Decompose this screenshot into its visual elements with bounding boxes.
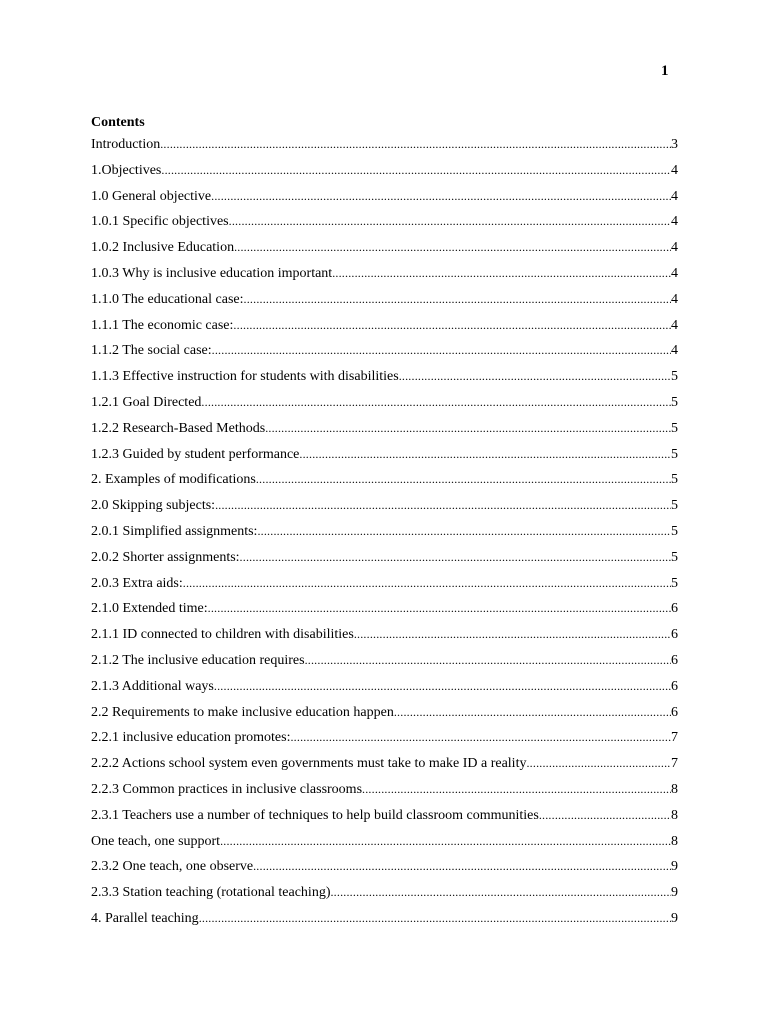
table-of-contents — [91, 134, 678, 934]
toc-entry-page: 7 — [671, 756, 678, 772]
toc-entry[interactable] — [91, 211, 678, 237]
toc-dot-leader — [539, 805, 671, 825]
toc-entry-page: 6 — [671, 601, 678, 617]
toc-dot-leader — [211, 186, 671, 206]
toc-entry[interactable] — [91, 160, 678, 186]
toc-entry[interactable] — [91, 598, 678, 624]
toc-entry[interactable] — [91, 134, 678, 160]
toc-entry[interactable] — [91, 392, 678, 418]
toc-entry-page: 9 — [671, 859, 678, 875]
toc-entry-page: 6 — [671, 652, 678, 668]
toc-entry-page: 4 — [671, 240, 678, 256]
toc-entry-title: 1.2.3 Guided by student performance — [91, 446, 300, 462]
toc-entry-page: 4 — [671, 188, 678, 204]
toc-entry[interactable] — [91, 547, 678, 573]
toc-entry[interactable] — [91, 624, 678, 650]
toc-entry-page: 4 — [671, 343, 678, 359]
toc-entry-title: 1.0.3 Why is inclusive education important — [91, 265, 333, 281]
toc-entry-title: 2.0 Skipping subjects: — [91, 498, 216, 514]
toc-entry[interactable] — [91, 908, 678, 934]
toc-entry-title: 1.1.1 The economic case: — [91, 317, 234, 333]
toc-dot-leader — [215, 495, 671, 515]
toc-entry[interactable] — [91, 521, 678, 547]
toc-dot-leader — [234, 237, 671, 257]
toc-dot-leader — [201, 392, 671, 412]
toc-entry-title: 1.1.2 The social case: — [91, 343, 212, 359]
toc-entry-page: 5 — [671, 523, 678, 539]
toc-dot-leader — [257, 521, 671, 541]
toc-entry-title: 2.2.3 Common practices in inclusive classrooms — [91, 781, 363, 797]
toc-entry-title: 2.3.3 Station teaching (rotational teaching) — [91, 885, 331, 901]
toc-entry-page: 4 — [671, 162, 678, 178]
toc-entry-title: 2.2.2 Actions school system even governments must take to make ID a reality — [91, 756, 527, 772]
toc-dot-leader — [212, 340, 671, 360]
toc-entry[interactable] — [91, 753, 678, 779]
toc-dot-leader — [362, 779, 671, 799]
toc-dot-leader — [240, 547, 671, 567]
toc-entry-title: 2.0.3 Extra aids: — [91, 575, 183, 591]
contents-heading: Contents — [91, 115, 145, 130]
toc-entry-title: 2.2 Requirements to make inclusive education happen — [91, 704, 394, 720]
toc-entry-title: 1.2.2 Research-Based Methods — [91, 420, 266, 436]
toc-entry-title: 2.0.2 Shorter assignments: — [91, 549, 240, 565]
toc-entry-page: 5 — [671, 420, 678, 436]
toc-entry-page: 5 — [671, 472, 678, 488]
toc-entry-title: 2.3.2 One teach, one observe — [91, 859, 254, 875]
toc-entry[interactable] — [91, 340, 678, 366]
toc-dot-leader — [354, 624, 671, 644]
toc-dot-leader — [160, 134, 671, 154]
toc-entry-page: 5 — [671, 549, 678, 565]
toc-entry[interactable] — [91, 856, 678, 882]
toc-dot-leader — [290, 727, 671, 747]
toc-dot-leader — [244, 289, 671, 309]
toc-entry[interactable] — [91, 650, 678, 676]
toc-entry-page: 8 — [671, 833, 678, 849]
toc-entry-page: 5 — [671, 369, 678, 385]
toc-entry[interactable] — [91, 779, 678, 805]
toc-entry[interactable] — [91, 315, 678, 341]
toc-entry-page: 4 — [671, 265, 678, 281]
toc-dot-leader — [526, 753, 671, 773]
toc-entry[interactable] — [91, 469, 678, 495]
toc-entry-title: 1.0 General objective — [91, 188, 212, 204]
toc-entry-page: 8 — [671, 781, 678, 797]
toc-entry[interactable] — [91, 573, 678, 599]
toc-entry-title: One teach, one support — [91, 833, 221, 849]
toc-entry-page: 4 — [671, 291, 678, 307]
toc-entry[interactable] — [91, 882, 678, 908]
toc-entry[interactable] — [91, 727, 678, 753]
toc-dot-leader — [183, 573, 671, 593]
toc-entry-page: 6 — [671, 678, 678, 694]
toc-entry[interactable] — [91, 831, 678, 857]
toc-entry-title: 2. Examples of modifications — [91, 472, 256, 488]
toc-dot-leader — [399, 366, 671, 386]
toc-dot-leader — [161, 160, 671, 180]
toc-dot-leader — [253, 856, 671, 876]
toc-entry[interactable] — [91, 289, 678, 315]
toc-dot-leader — [233, 315, 671, 335]
toc-entry-page: 7 — [671, 730, 678, 746]
toc-entry-title: 2.1.0 Extended time: — [91, 601, 208, 617]
toc-entry[interactable] — [91, 676, 678, 702]
toc-entry[interactable] — [91, 418, 678, 444]
toc-entry-title: 2.0.1 Simplified assignments: — [91, 523, 258, 539]
toc-entry[interactable] — [91, 366, 678, 392]
toc-entry-page: 9 — [671, 910, 678, 926]
toc-entry[interactable] — [91, 495, 678, 521]
toc-entry-page: 4 — [671, 214, 678, 230]
toc-dot-leader — [214, 676, 671, 696]
toc-dot-leader — [220, 831, 671, 851]
toc-dot-leader — [199, 908, 671, 928]
toc-dot-leader — [394, 702, 671, 722]
toc-dot-leader — [299, 444, 671, 464]
toc-entry[interactable] — [91, 186, 678, 212]
toc-dot-leader — [256, 469, 671, 489]
toc-entry-title: 2.3.1 Teachers use a number of techniques to help build classroom communities — [91, 807, 539, 823]
toc-entry-page: 9 — [671, 885, 678, 901]
toc-entry-page: 6 — [671, 704, 678, 720]
toc-entry-title: 2.1.2 The inclusive education requires — [91, 652, 305, 668]
toc-entry-title: 4. Parallel teaching — [91, 910, 199, 926]
toc-entry[interactable] — [91, 263, 678, 289]
toc-entry-page: 4 — [671, 317, 678, 333]
toc-entry[interactable] — [91, 702, 678, 728]
toc-entry-title: 2.2.1 inclusive education promotes: — [91, 730, 291, 746]
toc-entry-page: 5 — [671, 394, 678, 410]
toc-entry[interactable] — [91, 237, 678, 263]
toc-dot-leader — [265, 418, 671, 438]
toc-dot-leader — [305, 650, 671, 670]
page-number: 1 — [661, 63, 669, 79]
toc-entry-title: 1.1.0 The educational case: — [91, 291, 244, 307]
toc-dot-leader — [208, 598, 671, 618]
toc-entry[interactable] — [91, 444, 678, 470]
toc-entry[interactable] — [91, 805, 678, 831]
toc-entry-title: 2.1.1 ID connected to children with disabilities — [91, 627, 354, 643]
toc-entry-title: 1.0.2 Inclusive Education — [91, 240, 235, 256]
toc-entry-page: 5 — [671, 575, 678, 591]
toc-entry-page: 5 — [671, 446, 678, 462]
toc-entry-title: Introduction — [91, 137, 161, 152]
toc-dot-leader — [229, 211, 671, 231]
toc-entry-page: 3 — [671, 137, 678, 152]
toc-dot-leader — [330, 882, 671, 902]
toc-entry-title: 2.1.3 Additional ways — [91, 678, 214, 694]
toc-entry-title: 1.1.3 Effective instruction for students with disabilities — [91, 369, 399, 385]
toc-entry-title: 1.0.1 Specific objectives — [91, 214, 229, 230]
toc-entry-title: 1.2.1 Goal Directed — [91, 394, 202, 410]
toc-entry-page: 6 — [671, 627, 678, 643]
toc-entry-page: 8 — [671, 807, 678, 823]
toc-dot-leader — [332, 263, 671, 283]
toc-entry-title: 1.Objectives — [91, 162, 162, 178]
toc-entry-page: 5 — [671, 498, 678, 514]
